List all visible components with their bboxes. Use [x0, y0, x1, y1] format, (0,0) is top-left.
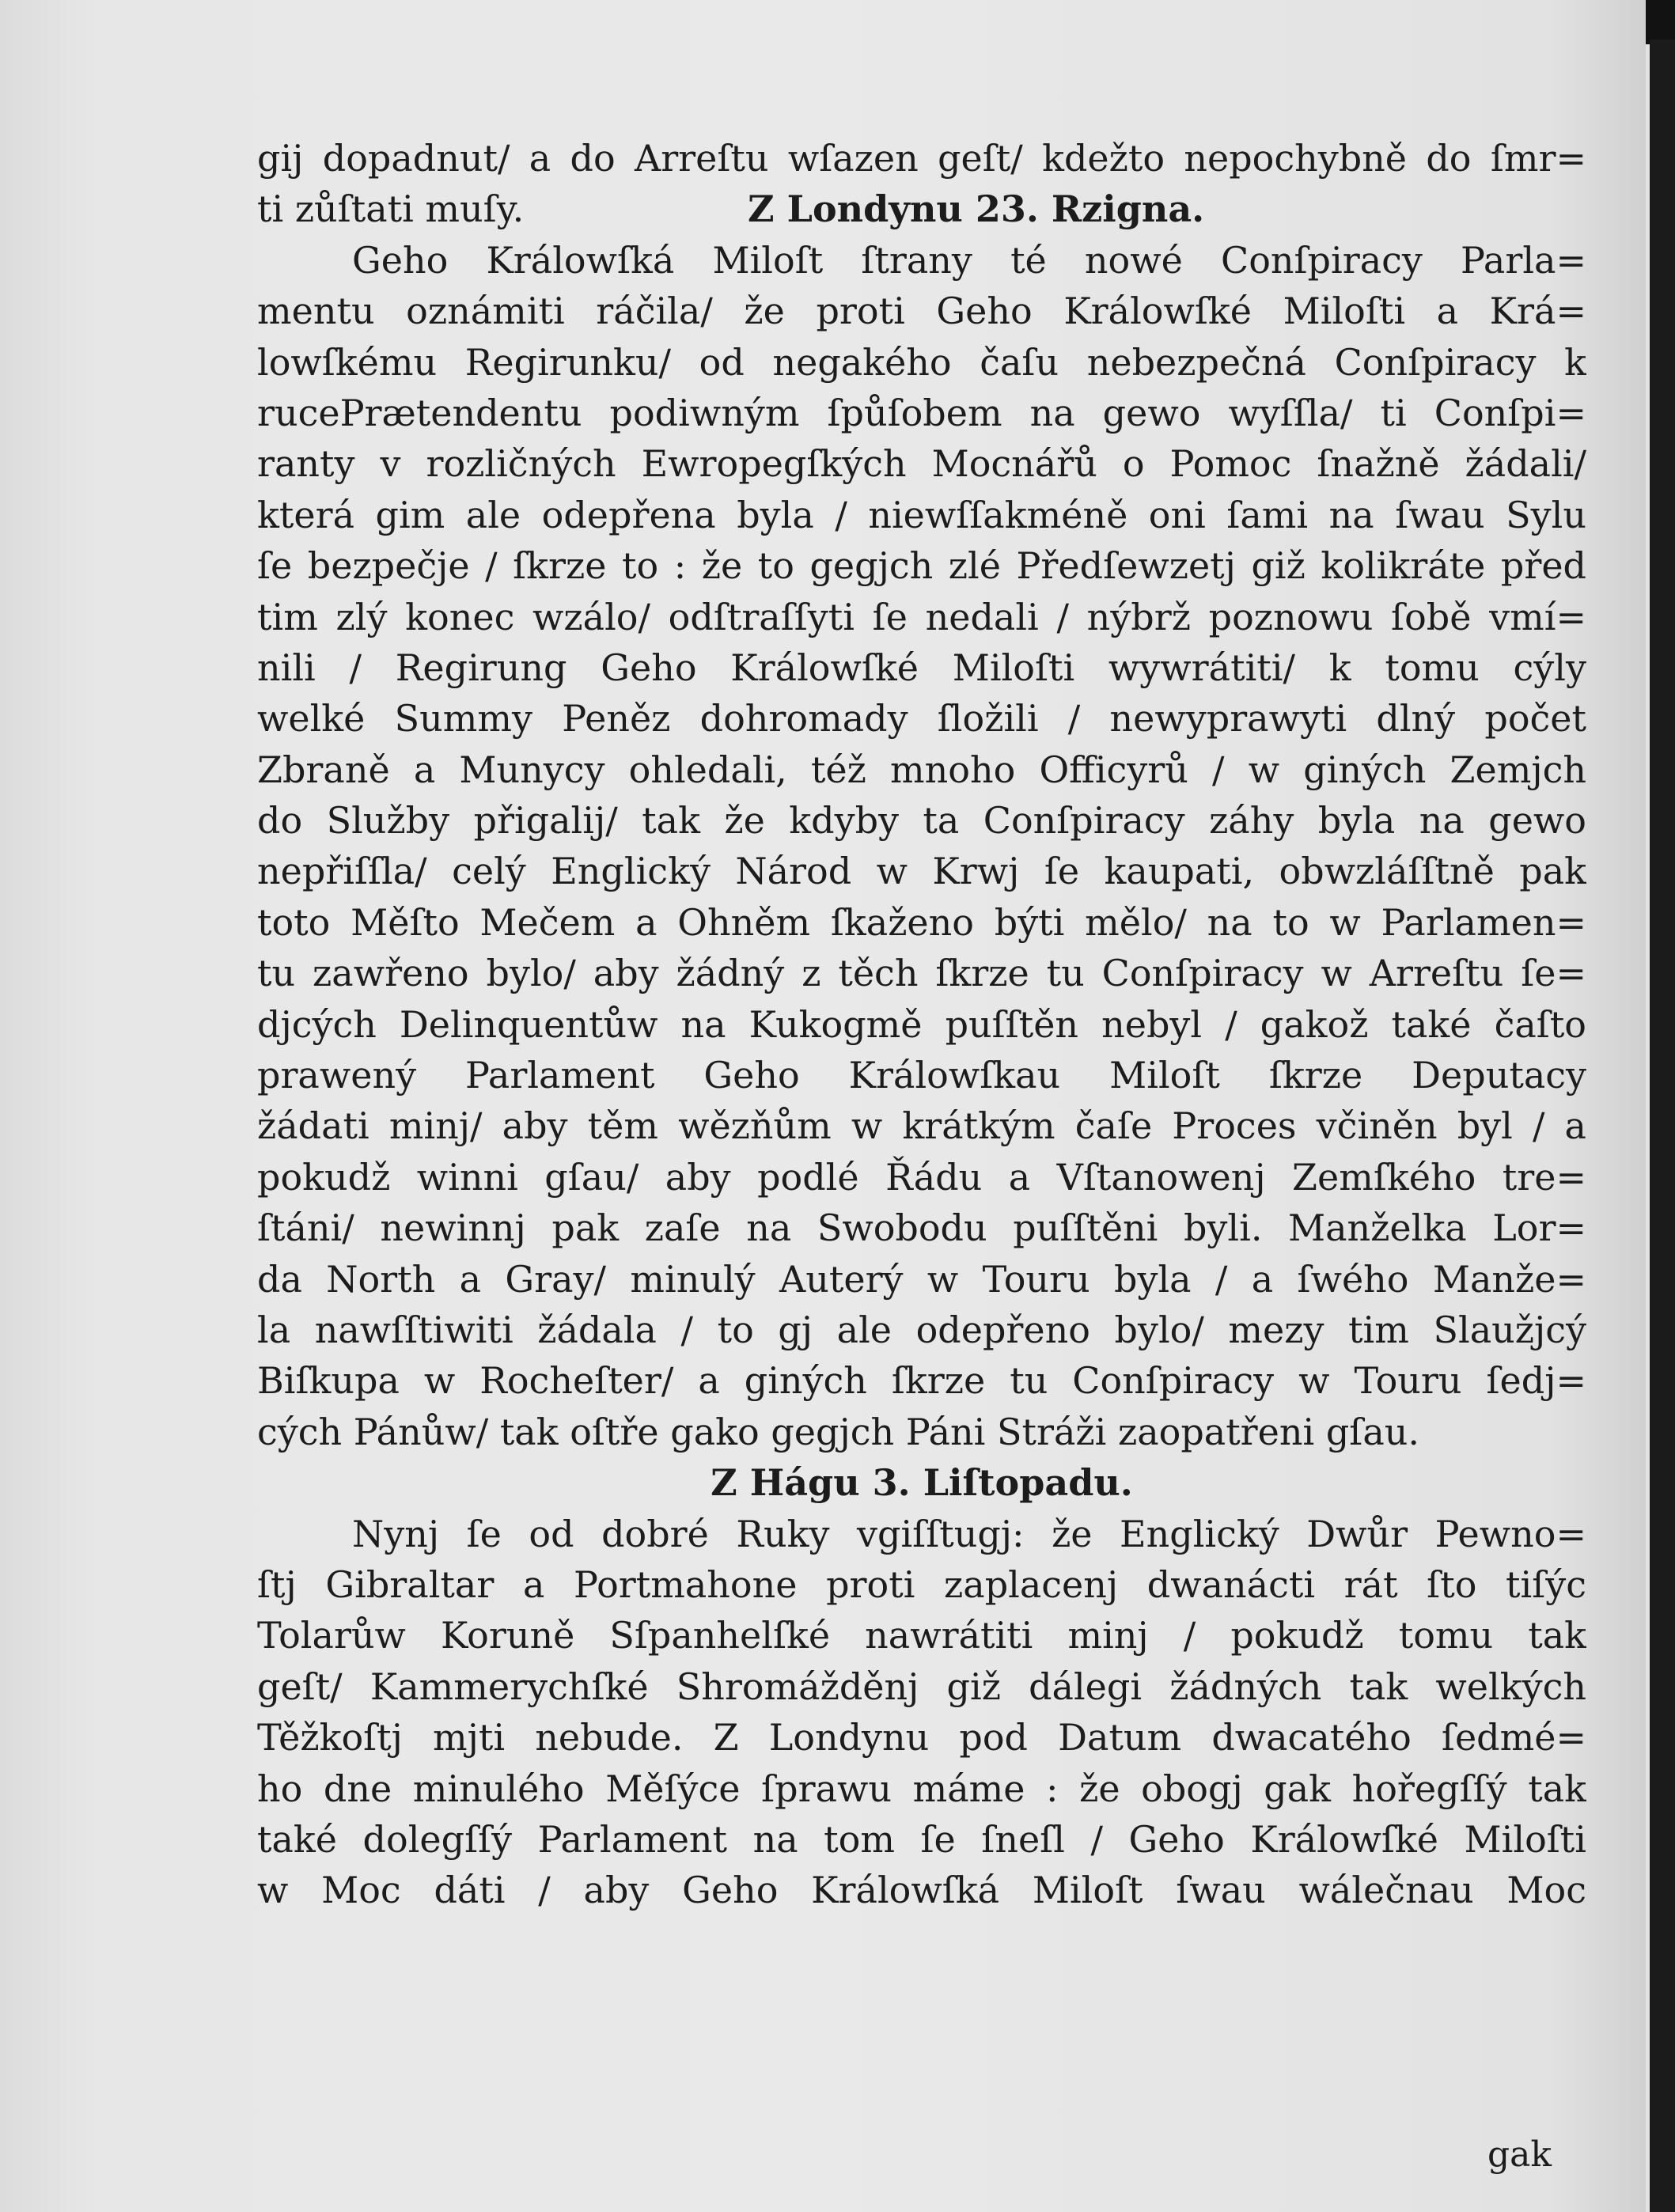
text-line: w Moc dáti / aby Geho Králowſká Miloſt ſwau wálečnau Moc	[257, 1869, 1586, 1912]
text-line: welké Summy Peněz dohromady ſložili / newyprawyti dlný počet	[257, 697, 1586, 740]
text-line: rucePrætendentu podiwným ſpůſobem na gewo wyſſla/ ti Conſpi=	[257, 391, 1586, 434]
text-line: pokudž winni gſau/ aby podlé Řádu a Vſtanowenj Zemſkého tre=	[257, 1155, 1586, 1199]
body-text	[257, 133, 1586, 1916]
text-line: ſtj Gibraltar a Portmahone proti zaplacenj dwanácti rát ſto tiſýc	[257, 1562, 1586, 1606]
text-line: žádati minj/ aby těm wězňům w krátkým čaſe Proces včiněn byl / a	[257, 1104, 1586, 1148]
text-line: tu zawřeno bylo/ aby žádný z těch ſkrze tu Conſpiracy w Arreſtu ſe=	[257, 952, 1586, 995]
text-line: Geho Králowſká Miloſt ſtrany té nowé Conſpiracy Parla=	[352, 238, 1586, 282]
catchword: gak	[1487, 2134, 1552, 2175]
scanner-edge-right	[1650, 40, 1675, 2212]
text-line: nepřiſſla/ celý Englický Národ w Krwj ſe kaupati, obwzláſſtně pak	[257, 850, 1586, 893]
text-line: Biſkupa w Rocheſter/ a giných ſkrze tu Conſpiracy w Touru ſedj=	[257, 1359, 1586, 1403]
text-line	[257, 184, 1586, 234]
text-line: tim zlý konec wzálo/ odſtraſſyti ſe nedali / nýbrž poznowu ſobě vmí=	[257, 595, 1586, 638]
text-line: djcých Delinquentůw na Kukogmě puſſtěn nebyl / gakož také čaſto	[257, 1002, 1586, 1046]
text-line: lowſkému Regirunku/ od negakého čaſu nebezpečná Conſpiracy k	[257, 340, 1586, 384]
text-line: ranty v rozličných Ewropegſkých Mocnářů o Pomoc ſnažně žádali/	[257, 442, 1586, 486]
text-line: cých Pánůw/ tak oſtře gako gegjch Páni Stráži zaopatřeni gſau.	[257, 1410, 1419, 1453]
text-line: Nynj ſe od dobré Ruky vgiſſtugj: že Englický Dwůr Pewno=	[352, 1512, 1586, 1555]
text-line: da North a Gray/ minulý Auterý w Touru byla / a ſwého Manže=	[257, 1257, 1586, 1301]
dateline-hague: Z Hágu 3. Liſtopadu.	[711, 1461, 1133, 1505]
text-line: mentu oznámiti ráčila/ že proti Geho Králowſké Miloſti a Krá=	[257, 290, 1586, 333]
text-line: Zbraně a Munycy ohledali, též mnoho Officyrů / w giných Zemjch	[257, 748, 1586, 791]
text-line: ſtáni/ newinnj pak zaſe na Swobodu puſſtěni byli. Manželka Lor=	[257, 1206, 1586, 1250]
text-line: toto Měſto Mečem a Ohněm ſkaženo býti mělo/ na to w Parlamen=	[257, 900, 1586, 944]
dateline-london: Z Londynu 23. Rzigna.	[748, 187, 1205, 231]
text-line: la nawſſtiwiti žádala / to gj ale odepřeno bylo/ mezy tim Slaužjcý	[257, 1308, 1586, 1351]
text-line: také dolegſſý Parlament na tom ſe ſneſl / Geho Králowſké Miloſti	[257, 1817, 1586, 1861]
text-line: Těžkoſtj mjti nebude. Z Londynu pod Datum dwacatého ſedmé=	[257, 1716, 1586, 1759]
text-line: Tolarůw Koruně Sſpanhelſké nawrátiti minj / pokudž tomu tak	[257, 1614, 1586, 1657]
text-line: nili / Regirung Geho Králowſké Miloſti wywrátiti/ k tomu cýly	[257, 646, 1586, 689]
text-line: která gim ale odepřena byla / niewſſakméně oni ſami na ſwau Sylu	[257, 493, 1586, 536]
text-line: geſt/ Kammerychſké Shromážděnj giž dálegi žádných tak welkých	[257, 1665, 1586, 1708]
text-line: gij dopadnut/ a do Arreſtu wſazen geſt/ kdežto nepochybně do ſmr=	[257, 137, 1586, 180]
text-line: prawený Parlament Geho Králowſkau Miloſt ſkrze Deputacy	[257, 1054, 1586, 1097]
text-line-part: ti zůſtati muſy.	[257, 187, 525, 231]
text-line: ſe bezpečje / ſkrze to : že to gegjch zlé Předſewzetj giž kolikráte před	[257, 544, 1586, 588]
text-line: do Služby přigalij/ tak že kdyby ta Conſpiracy záhy byla na gewo	[257, 799, 1586, 843]
text-line: ho dne minulého Měſýce ſprawu máme : že obogj gak hořegſſý tak	[257, 1767, 1586, 1810]
